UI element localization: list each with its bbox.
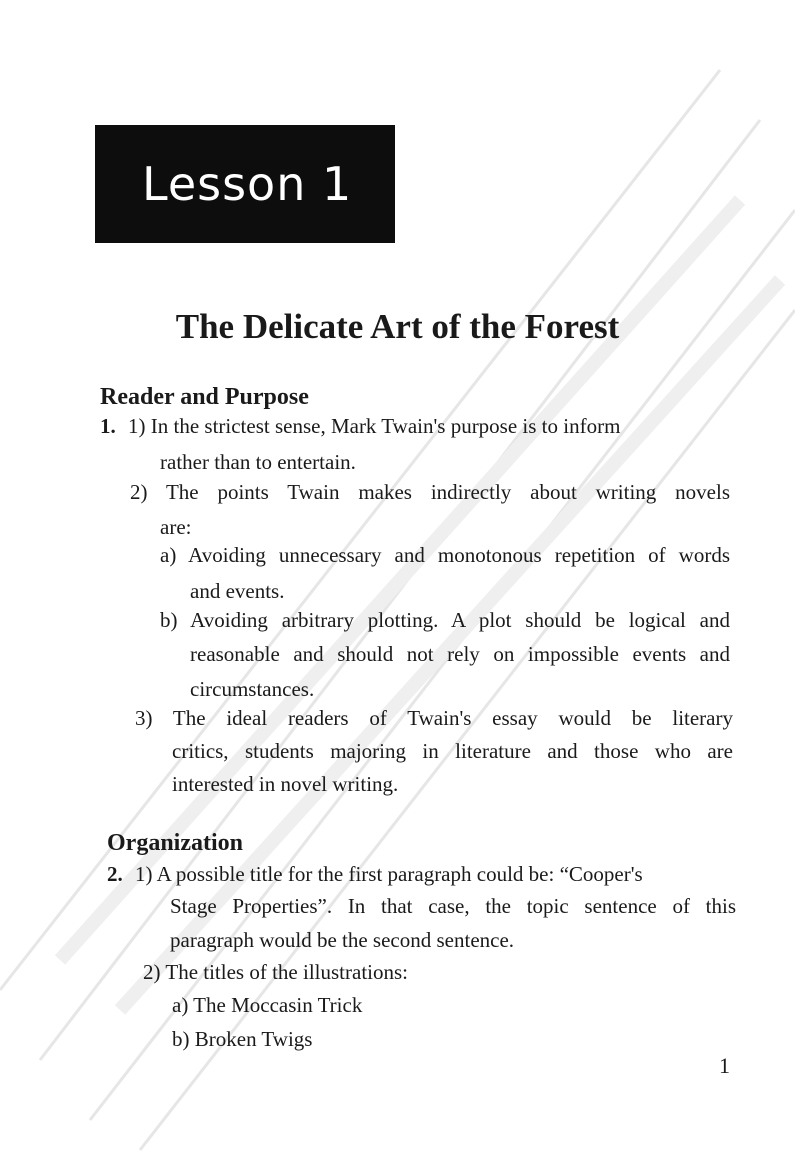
question-2-line-2: Stage Properties”. In that case, the topic sentence of this (170, 894, 736, 918)
question-1-line-9: circumstances. (190, 677, 315, 701)
page-number: 1 (719, 1053, 730, 1078)
question-1-line-10: 3) The ideal readers of Twain's essay would be literary (135, 706, 733, 730)
question-2-line-6: b) Broken Twigs (172, 1027, 313, 1051)
section-heading-reader-purpose: Reader and Purpose (100, 384, 309, 410)
question-number: 2. (107, 862, 123, 886)
question-2-line-1 (107, 860, 643, 888)
question-1-line-8: reasonable and should not rely on impossible events and (190, 642, 730, 666)
question-1-line-5: a) Avoiding unnecessary and monotonous repetition of words (160, 543, 730, 567)
question-1-line-12: interested in novel writing. (172, 772, 399, 796)
question-1-line-4: are: (160, 515, 192, 539)
question-1-line-7: b) Avoiding arbitrary plotting. A plot should be logical and (160, 608, 730, 632)
question-1-line-1 (100, 412, 620, 440)
question-2-line-5: a) The Moccasin Trick (172, 993, 363, 1017)
page-title: The Delicate Art of the Forest (175, 307, 620, 346)
paragraph-text: 1) A possible title for the first paragraph could be: “Cooper's (135, 862, 643, 886)
question-number: 1. (100, 414, 116, 438)
question-1-line-2: rather than to entertain. (160, 450, 356, 474)
lesson-banner (95, 125, 395, 243)
question-2-line-4: 2) The titles of the illustrations: (143, 960, 408, 984)
question-1-line-6: and events. (190, 579, 285, 603)
question-2-line-3: paragraph would be the second sentence. (170, 928, 515, 952)
section-heading-organization: Organization (107, 830, 243, 856)
paragraph-text: 1) In the strictest sense, Mark Twain's purpose is to inform (128, 414, 621, 438)
lesson-label: Lesson 1 (142, 157, 353, 211)
question-1-line-11: critics, students majoring in literature and those who are (172, 739, 733, 763)
question-1-line-3: 2) The points Twain makes indirectly about writing novels (130, 480, 730, 504)
